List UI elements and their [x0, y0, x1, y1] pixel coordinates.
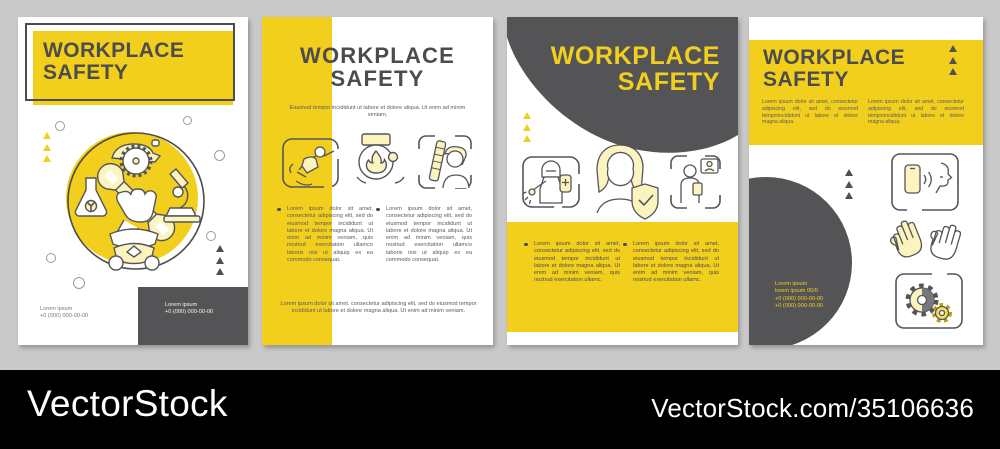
title-line2: SAFETY [763, 67, 849, 91]
title-line2: SAFETY [43, 60, 129, 84]
contact-line: lorem ipsum 00/0 [775, 288, 818, 295]
dark-triangles-decoration [216, 245, 224, 280]
title-line2: SAFETY [617, 68, 720, 96]
contact-phone: +0 (000) 000-00-00 [165, 309, 214, 316]
contact-phone: +0 (000) 000-00-00 [775, 302, 824, 309]
subtitle: Eiusmod tempor incididunt ut labore et dolore aliqua. Ut enim ad minim veniam. [289, 105, 466, 119]
dark-triangles-decoration [845, 169, 853, 204]
icon-row [262, 131, 493, 195]
bullet-item [376, 206, 472, 264]
bullet-icon [277, 208, 281, 212]
yellow-triangles-decoration [523, 112, 531, 147]
voice-assistant-phone-icon [889, 151, 965, 215]
bullet-text: Lorem ipsum dolor sit amet, consectetur adipiscing elit, sed do eiusmod tempor incididunt ut labore et dolore magna aliqua. Ut enim ad minim veniam, quis nostrud exercitation ullamc. [534, 241, 620, 284]
protective-gloves-icon [880, 217, 968, 271]
watermark-image-url: VectorStock.com/35106636 [651, 393, 974, 423]
contact-phone: +0 (000) 000-00-00 [775, 295, 824, 302]
title-line1: WORKPLACE [299, 43, 455, 68]
bullet-icon [376, 208, 380, 212]
bullet-text: Lorem ipsum dolor sit amet, consectetur adipiscing elit, sed do eiusmod tempor incididunt ut labore et dolore magna aliqua. Ut enim ad minim veniam, quis nostrud exercitation ullamco laboris nisi ut aliquip ex ea commodo consequat. [287, 206, 373, 263]
page-title [551, 43, 720, 95]
contact-line: Lorem ipsum [775, 281, 808, 287]
intro-column: Lorem ipsum dolor sit amet, consectetur adipiscing elit, sed do eiusmod temporincididunt ut labore et dolore magna aliqua. [868, 99, 964, 126]
brochure-panel-inner-right [507, 17, 738, 345]
title-line1: WORKPLACE [763, 46, 906, 69]
fire-alarm-icon [345, 131, 409, 195]
title-line2: SAFETY [330, 65, 425, 91]
bullet-item [524, 241, 620, 285]
contact-info [775, 281, 823, 310]
title-line1: WORKPLACE [43, 39, 185, 62]
contact-info-left [40, 306, 88, 321]
footer-paragraph: Lorem ipsum dolor sit amet, consectetur adipiscing elit, sed do eiusmod tempor incididunt ut labore et dolore magna aliqua. Ut enim ad minim veniam. [280, 301, 477, 315]
injured-worker-icon [412, 131, 476, 195]
brochure-panel-back [749, 17, 983, 345]
slipping-person-icon [280, 131, 342, 195]
watermark-bar [0, 370, 1000, 449]
dark-triangles-decoration [949, 45, 957, 80]
title-line1: WORKPLACE [550, 42, 720, 70]
bullet-item [623, 241, 719, 285]
hazmat-disinfection-icon [520, 151, 582, 215]
icon-row [507, 143, 738, 229]
vectorstock-logo: VectorStock [27, 383, 228, 424]
intro-column: Lorem ipsum dolor sit amet, consectetur adipiscing elit, sed do eiusmod temporincididunt ut labore et dolore magna aliqua. [762, 99, 858, 126]
page-title [763, 47, 905, 91]
contact-phone: +0 (000) 000-00-00 [40, 313, 89, 320]
hr-interview-icon [664, 151, 726, 215]
woman-with-shield-icon [584, 143, 662, 229]
dark-circle [749, 177, 852, 345]
yellow-triangles-decoration [43, 132, 51, 167]
bullet-text: Lorem ipsum dolor sit amet, consectetur adipiscing elit, sed do eiusmod tempor incididunt ut labore et dolore magna aliqua. Ut enim ad minim veniam, quis nostrud exercitation ullamco laboris nisi ut aliquip ex ea commodo consequat. [386, 206, 472, 263]
bullet-icon [623, 243, 627, 247]
brochure-panel-cover [18, 17, 248, 345]
bullet-text: Lorem ipsum dolor sit amet, consectetur adipiscing elit, sed do eiusmod tempor incididunt ut labore et dolore magna aliqua. Ut enim ad minim veniam, quis nostrud exercitation ullamc. [633, 241, 719, 284]
page-title [43, 40, 184, 84]
gears-icon [889, 269, 965, 333]
bullet-icon [524, 243, 528, 247]
page-title [262, 45, 493, 91]
bullet-item [277, 206, 373, 264]
contact-line: Lorem ipsum [40, 306, 73, 312]
respirator-mask-icon [109, 229, 159, 270]
contact-box [138, 287, 248, 345]
safety-tools-illustration [54, 116, 216, 286]
contact-line: Lorem ipsum [165, 302, 198, 308]
brochure-panel-inner-left [262, 17, 493, 345]
